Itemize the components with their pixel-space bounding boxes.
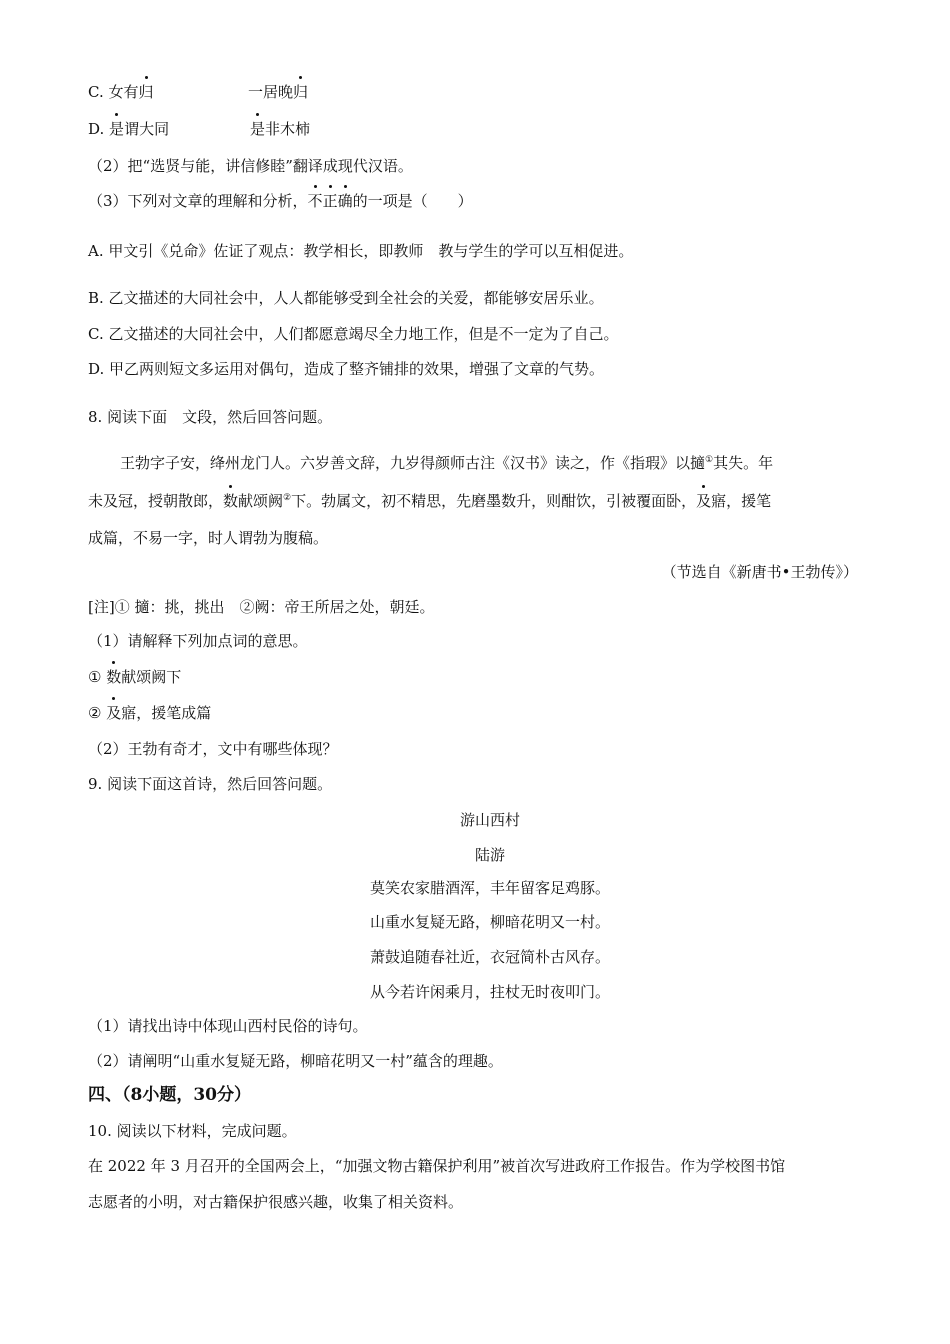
- q10-material-line-1: 在 2022 年 3 月召开的全国两会上，“加强文物古籍保护利用”被首次写进政府工作报告。作为学校图书馆: [88, 1157, 786, 1175]
- poem-line-2: 山重水复疑无路，柳暗花明又一村。: [369, 913, 610, 931]
- q10-material-line-2: 志愿者的小明，对古籍保护很感兴趣，收集了相关资料。: [88, 1193, 464, 1211]
- dotted-char: 是: [250, 120, 266, 138]
- q9-sub2: （2）请阐明“山重水复疑无路，柳暗花明又一村”蕴含的理趣。: [88, 1052, 503, 1070]
- dotted-char: 不: [307, 192, 323, 210]
- q8-sub2: （2）王勃有奇才，文中有哪些体现？: [88, 740, 338, 758]
- poem-line-3: 萧鼓追随春社近，衣冠简朴古风存。: [369, 948, 610, 966]
- dotted-char: 确: [337, 192, 353, 210]
- q7-sub3: （3）下列对文章的理解和分析，不正确的一项是（ ）: [88, 192, 473, 210]
- q8-stem: 8. 阅读下面 文段，然后回答问题。: [88, 408, 333, 426]
- dotted-char: 归: [138, 83, 154, 101]
- q7-option-c-second: 一居晚归: [248, 83, 309, 101]
- q8-passage-line-2: 未及冠，授朝散郎，数献颂阙②下。勃属文，初不精思，先磨墨数升，则酣饮，引被覆面卧，及寤，援笔: [88, 492, 772, 510]
- dotted-char: 正: [322, 192, 338, 210]
- poem-line-1: 莫笑农家腊酒浑，丰年留客足鸡豚。: [369, 879, 610, 897]
- dotted-char: 数: [223, 492, 239, 510]
- q8-passage-line-1: 王勃字子安，绛州龙门人。六岁善文辞，九岁得颜师古注《汉书》读之，作《指瑕》以擿①其失。年: [120, 454, 774, 472]
- dotted-char: 归: [293, 83, 309, 101]
- footnote-ref: ①: [705, 455, 714, 465]
- dotted-char: 及: [106, 704, 122, 722]
- q7-sub2: （2）把“选贤与能，讲信修睦”翻译成现代汉语。: [88, 157, 413, 175]
- dotted-char: 及: [696, 492, 712, 510]
- footnote-ref: ②: [283, 493, 292, 503]
- poem-line-4: 从今若许闲乘月，拄杖无时夜叩门。: [369, 983, 610, 1001]
- q9-sub1: （1）请找出诗中体现山西村民俗的诗句。: [88, 1017, 368, 1035]
- q8-item-1: ① 数献颂阙下: [88, 668, 182, 686]
- q8-note: [注]① 擿：挑，挑出 ②阙：帝王所居之处，朝廷。: [88, 598, 435, 616]
- q8-sub1: （1）请解释下列加点词的意思。: [88, 632, 308, 650]
- q8-item-2: ② 及寤，援笔成篇: [88, 704, 212, 722]
- poem-title: 游山西村: [459, 811, 520, 829]
- q7-choice-b: B. 乙文描述的大同社会中，人人都能够受到全社会的关爱，都能够安居乐业。: [88, 289, 604, 307]
- section-heading: 四、（8小题，30分）: [88, 1085, 251, 1105]
- dotted-char: 数: [106, 668, 122, 686]
- dotted-char: 是: [109, 120, 125, 138]
- q8-passage-line-3: 成篇，不易一字，时人谓勃为腹稿。: [88, 529, 329, 547]
- q9-stem: 9. 阅读下面这首诗，然后回答问题。: [88, 775, 333, 793]
- q8-source: （节选自《新唐书•王勃传》）: [661, 563, 858, 581]
- q7-choice-c: C. 乙文描述的大同社会中，人们都愿意竭尽全力地工作，但是不一定为了自己。: [88, 325, 619, 343]
- q7-option-d: D. 是谓大同: [88, 120, 170, 138]
- q10-stem: 10. 阅读以下材料，完成问题。: [88, 1122, 297, 1140]
- q7-option-c: C. 女有归: [88, 83, 154, 101]
- q7-option-d-second: 是非木柿: [250, 120, 311, 138]
- q7-choice-d: D. 甲乙两则短文多运用对偶句，造成了整齐铺排的效果，增强了文章的气势。: [88, 360, 605, 378]
- q7-choice-a: A. 甲文引《兑命》佐证了观点：教学相长，即教师 教与学生的学可以互相促进。: [88, 242, 634, 260]
- poem-author: 陆游: [474, 846, 505, 864]
